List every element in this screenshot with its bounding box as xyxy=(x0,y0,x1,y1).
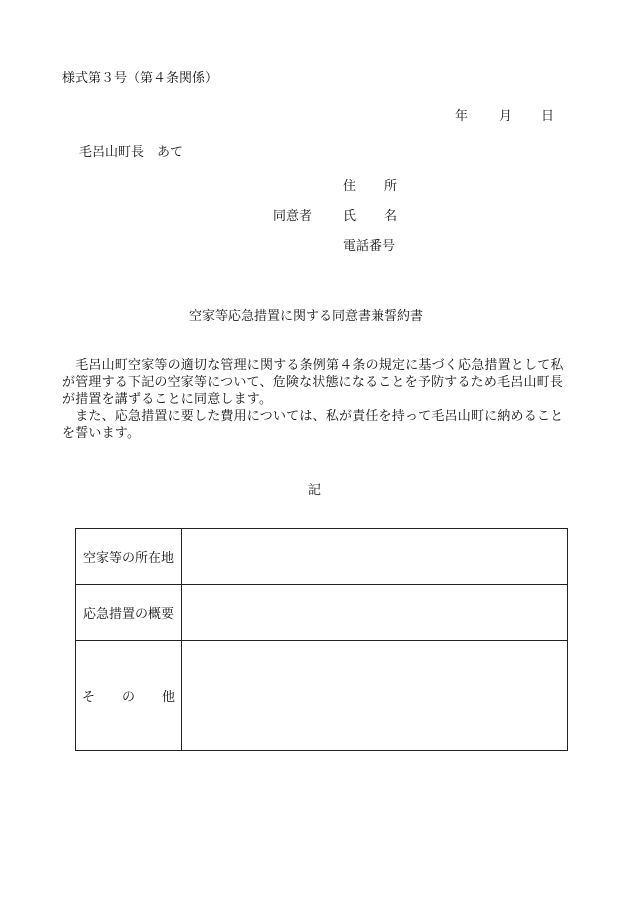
location-label: 空家等の所在地 xyxy=(76,529,182,585)
consenter-label: 同意者 xyxy=(273,209,313,224)
overview-value-cell xyxy=(182,585,568,641)
other-label-char-2: の xyxy=(121,690,135,705)
other-value-cell xyxy=(182,641,568,751)
other-label-char-3: 他 xyxy=(161,690,175,705)
date-year-label: 年 xyxy=(455,109,469,124)
other-label-char-1: そ xyxy=(82,690,96,705)
overview-label: 応急措置の概要 xyxy=(76,585,182,641)
table-row-other xyxy=(76,641,568,751)
phone-label: 電話番号 xyxy=(343,239,396,254)
body-paragraph-2: また、応急措置に要した費用については、私が責任を持って毛呂山町に納めることを誓います。 xyxy=(62,409,564,441)
table-row-overview xyxy=(76,585,568,641)
date-day-label: 日 xyxy=(541,109,555,124)
location-value-cell xyxy=(182,529,568,585)
addressee: 毛呂山町長 あて xyxy=(79,145,184,160)
name-label-2: 名 xyxy=(384,209,398,224)
ki-heading: 記 xyxy=(308,483,322,498)
address-label-1: 住 xyxy=(343,179,357,194)
body-paragraph-1: 毛呂山町空家等の適切な管理に関する条例第４条の規定に基づく応急措置として私が管理する下記の空家等について、危険な状態になることを予防するため毛呂山町長が措置を講ずることに同意します。 xyxy=(62,358,564,407)
document-title: 空家等応急措置に関する同意書兼誓約書 xyxy=(189,309,424,324)
details-table xyxy=(75,528,568,751)
table-row-location xyxy=(76,529,568,585)
date-month-label: 月 xyxy=(499,109,513,124)
address-label-2: 所 xyxy=(384,179,398,194)
form-number: 様式第３号（第４条関係） xyxy=(62,71,219,86)
other-label xyxy=(76,641,182,751)
name-label-1: 氏 xyxy=(343,209,357,224)
